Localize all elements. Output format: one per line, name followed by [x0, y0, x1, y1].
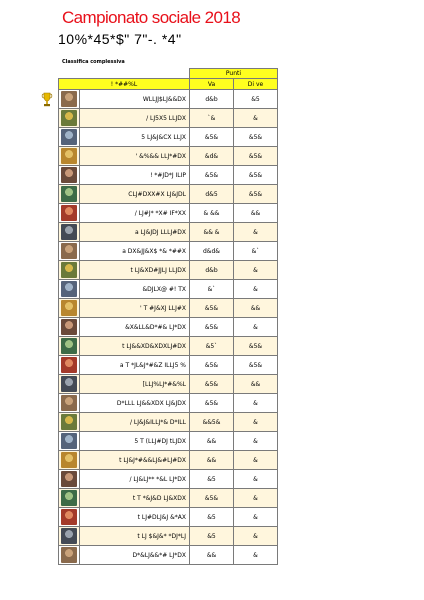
- value-a: &5&: [190, 394, 234, 413]
- value-a: &5: [190, 527, 234, 546]
- avatar: [59, 375, 80, 394]
- value-a: &5: [190, 508, 234, 527]
- avatar: [59, 185, 80, 204]
- table-row: [59, 147, 278, 166]
- value-a: d&b: [190, 261, 234, 280]
- athlete-name: / LJ#J* *X# IF*XX: [80, 204, 190, 223]
- page-title: Campionato sociale 2018: [62, 8, 241, 27]
- value-b: &: [234, 109, 278, 128]
- table-row: [59, 413, 278, 432]
- avatar: [59, 413, 80, 432]
- athlete-name: [LLJ%LJ*#&%L: [80, 375, 190, 394]
- value-b: &5&: [234, 147, 278, 166]
- ranking-table: [58, 68, 278, 565]
- athlete-name: / LJ&J&ILLJ*& D*ILL: [80, 413, 190, 432]
- value-a: &5`: [190, 337, 234, 356]
- value-a: &&5&: [190, 413, 234, 432]
- table-row: [59, 432, 278, 451]
- avatar: [59, 470, 80, 489]
- value-b: &: [234, 527, 278, 546]
- value-b: &: [234, 508, 278, 527]
- table-row: [59, 90, 278, 109]
- table-row: [59, 356, 278, 375]
- value-b: &5&: [234, 166, 278, 185]
- value-a: &5&: [190, 128, 234, 147]
- value-a: & &&: [190, 204, 234, 223]
- table-row: [59, 261, 278, 280]
- athlete-name: ! *#JD*J ILIP: [80, 166, 190, 185]
- table-row: [59, 375, 278, 394]
- value-b: &5&: [234, 185, 278, 204]
- table-row: [59, 185, 278, 204]
- table-row: [59, 223, 278, 242]
- value-b: &: [234, 394, 278, 413]
- athlete-name: WLLJJ$LJ&&DX: [80, 90, 190, 109]
- table-row: [59, 451, 278, 470]
- value-a: &&: [190, 432, 234, 451]
- athlete-name: &DJLX@ #! TX: [80, 280, 190, 299]
- athlete-name: D*LLL LJ&&XDX LJ&JDX: [80, 394, 190, 413]
- value-a: &5&: [190, 375, 234, 394]
- athlete-name: t LJ#DLJ&J &*AX: [80, 508, 190, 527]
- athlete-name: a LJ&JDJ LLLJ#DX: [80, 223, 190, 242]
- value-b: &: [234, 432, 278, 451]
- athlete-name: CLJ#DXX#X LJ&JDL: [80, 185, 190, 204]
- avatar: [59, 90, 80, 109]
- avatar: [59, 128, 80, 147]
- table-row: [59, 508, 278, 527]
- athlete-name: ' T #J&XJ LLJ#X: [80, 299, 190, 318]
- table-row: [59, 489, 278, 508]
- avatar: [59, 318, 80, 337]
- table-row: [59, 470, 278, 489]
- avatar: [59, 508, 80, 527]
- avatar: [59, 166, 80, 185]
- athlete-name: a T *JL&J*#&Z ILLJ5 %: [80, 356, 190, 375]
- group-header: Punti: [190, 69, 278, 79]
- athlete-name: t LJ&J*#&&LJ&#LJ#DX: [80, 451, 190, 470]
- table-row: [59, 318, 278, 337]
- value-b: &5&: [234, 337, 278, 356]
- table-row: [59, 280, 278, 299]
- value-a: `&: [190, 109, 234, 128]
- value-a: &5: [190, 470, 234, 489]
- avatar: [59, 204, 80, 223]
- table-row: [59, 128, 278, 147]
- athlete-name: &X&LL&D*#& LJ*DX: [80, 318, 190, 337]
- athlete-name: 5 LJ&J&CX LLJX: [80, 128, 190, 147]
- column-header-name: ! *##%L: [59, 79, 190, 90]
- section-label: Classifica complessiva: [62, 59, 125, 65]
- value-a: d&b: [190, 90, 234, 109]
- table-row: [59, 527, 278, 546]
- athlete-name: 5 T (LLJ#DJ tLJDX: [80, 432, 190, 451]
- value-b: &5&: [234, 128, 278, 147]
- value-b: &5&: [234, 356, 278, 375]
- athlete-name: ' &%&& LLJ*#DX: [80, 147, 190, 166]
- avatar: [59, 546, 80, 565]
- value-b: &: [234, 451, 278, 470]
- athlete-name: t LJ&XD#JJLJ LLJDX: [80, 261, 190, 280]
- avatar: [59, 337, 80, 356]
- value-b: &`: [234, 242, 278, 261]
- value-b: &: [234, 413, 278, 432]
- value-b: &: [234, 470, 278, 489]
- value-b: &&: [234, 299, 278, 318]
- athlete-name: D*&LJ&&*# LJ*DX: [80, 546, 190, 565]
- avatar: [59, 280, 80, 299]
- value-a: &5&: [190, 318, 234, 337]
- column-header-a: Va: [190, 79, 234, 90]
- value-a: &d&: [190, 147, 234, 166]
- value-b: &&: [234, 375, 278, 394]
- page-subtitle: 10%*45*$" 7"-. *4": [58, 31, 182, 47]
- avatar: [59, 242, 80, 261]
- athlete-name: t LJ&&XD&XDXLJ#DX: [80, 337, 190, 356]
- value-a: &`: [190, 280, 234, 299]
- avatar: [59, 356, 80, 375]
- table-row: [59, 242, 278, 261]
- value-b: &: [234, 546, 278, 565]
- value-b: &: [234, 318, 278, 337]
- value-a: &5&: [190, 166, 234, 185]
- table-row: [59, 299, 278, 318]
- value-a: &&: [190, 546, 234, 565]
- value-b: &: [234, 261, 278, 280]
- table-row: [59, 204, 278, 223]
- avatar: [59, 527, 80, 546]
- value-a: &5&: [190, 489, 234, 508]
- avatar: [59, 223, 80, 242]
- avatar: [59, 394, 80, 413]
- avatar: [59, 261, 80, 280]
- value-b: &5: [234, 90, 278, 109]
- table-row: [59, 166, 278, 185]
- avatar: [59, 109, 80, 128]
- value-a: && &: [190, 223, 234, 242]
- table-row: [59, 394, 278, 413]
- value-b: &: [234, 280, 278, 299]
- table-row: [59, 546, 278, 565]
- avatar: [59, 451, 80, 470]
- value-a: &5&: [190, 356, 234, 375]
- avatar: [59, 147, 80, 166]
- avatar: [59, 432, 80, 451]
- value-a: d&5: [190, 185, 234, 204]
- column-header-b: Di ve: [234, 79, 278, 90]
- trophy-icon: [41, 92, 53, 108]
- table-row: [59, 337, 278, 356]
- athlete-name: t T *&J&D LJ&XDX: [80, 489, 190, 508]
- value-a: &5&: [190, 299, 234, 318]
- value-a: &&: [190, 451, 234, 470]
- value-b: &: [234, 489, 278, 508]
- value-b: &: [234, 223, 278, 242]
- table-row: [59, 109, 278, 128]
- value-b: &&: [234, 204, 278, 223]
- athlete-name: a DX&JJ&X$ *& *##X: [80, 242, 190, 261]
- athlete-name: / LJ5X5 LLJDX: [80, 109, 190, 128]
- avatar: [59, 299, 80, 318]
- athlete-name: / LJ&LJ** *&L LJ*DX: [80, 470, 190, 489]
- avatar: [59, 489, 80, 508]
- athlete-name: t LJ $&J&* *DJ*LJ: [80, 527, 190, 546]
- value-a: d&d&: [190, 242, 234, 261]
